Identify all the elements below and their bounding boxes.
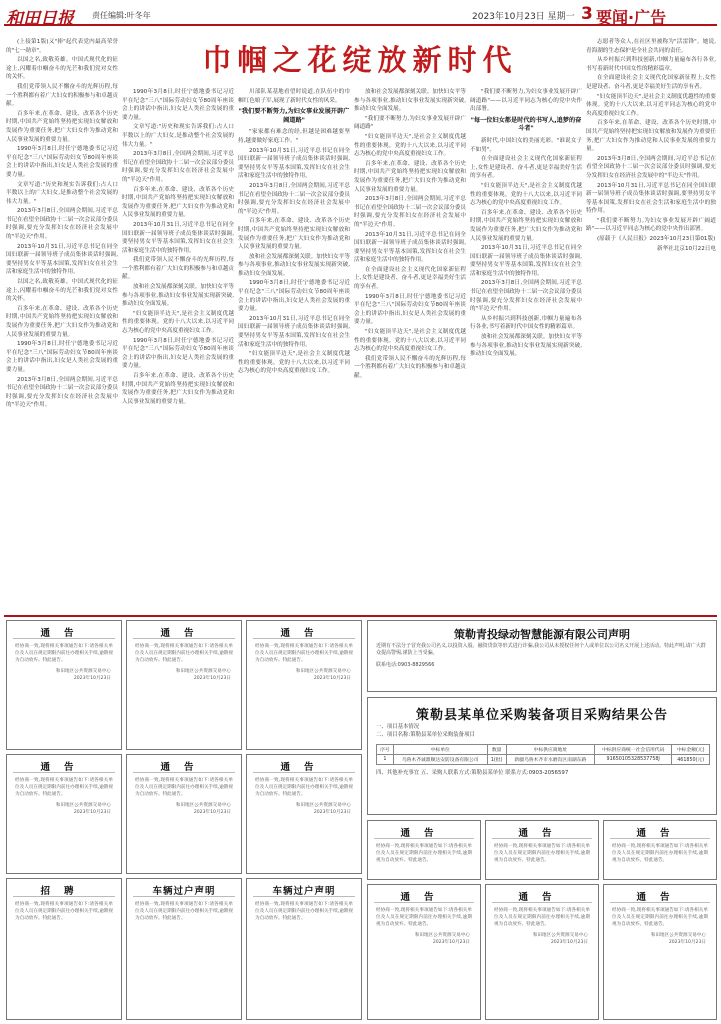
main-headline: 巾帼之花绽放新时代 [202,43,518,77]
paragraph: 在全面建设社会主义现代化国家新征程上,女性是建设者、奋斗者,更是幸福美好生活的享有者。 [354,266,466,291]
paragraph: 川部队某基地看望时说道,在队伍中的巾帼红色娘子军,展现了新时代女性的风采。 [238,89,350,104]
notice-title: 通告 [13,621,115,639]
notice-box [126,620,242,750]
notice-date: 2023年10月23日 [432,940,470,945]
paragraph: 1990年3月8日,时任宁德地委书记习近平在纪念"三八"国际劳动妇女节80周年座谈会上的讲话中指出,妇女是人类社会发展的重要力量。 [354,293,466,326]
paragraph: 1990年3月8日,时任宁德地委书记习近平在纪念"三八"国际劳动妇女节80周年座谈会上的讲话中指出,妇女是人类社会发展的重要力量。 [122,89,234,121]
paragraph: 百多年来,在革命、建设、改革各个历史时期,中国共产党始终坚持把实现妇女解放和发展作为重要任务,把广大妇女作为推动党和人民事业发展的重要力量。 [354,160,466,193]
paragraph: (原载于《人民日报》2023年10月23日第01版) [597,236,716,243]
paragraph: 从乡村振兴到科技创新,巾帼力量遍布各行各业,书写着新时代中国女性的精彩篇章。 [470,315,582,331]
paragraph: "我们要不断努力,为妇女事业发展开辟广阔道路" [354,115,466,131]
paragraph: 以国之名,致敬英雄。中国式现代化的征途上,闪耀着巾帼奋斗的光芒和我们党对女性的关怀。 [6,279,118,303]
paragraph: 百多年来,在革命、建设、改革各个历史时期,中国共产党始终坚持把实现妇女解放和发展作为重要任务,把广大妇女作为推动党和人民事业发展的重要力量。 [6,305,118,338]
result-table [376,744,710,765]
declaration-contact: 联系电话:0903-8829566 [376,661,435,668]
table-header: 中标供应商地址 [506,745,594,755]
notice-title: 通告 [492,885,592,903]
paragraph: 放和社会发展都深刻关联。加快妇女平等参与各项事业,推动妇女事业发展实现新突破,推动妇女全面发展。 [122,284,234,308]
paragraph: 百多年来,在革命、建设、改革各个历史时期,中国共产党始终坚持把实现妇女解放和发展作为重要任务,把广大妇女作为推动党和人民事业发展的重要力量。 [470,209,582,242]
notice-date: 2023年10月23日 [313,810,351,815]
paragraph: 2013年3月8日,全国两会期间,习近平总书记在看望全国政协十二届一次会议部分委员时强调,要充分发挥妇女在经济社会发展中的"半边天"作用。 [238,182,350,215]
table-header: 中标供应商统一社会信用代码 [595,745,672,755]
paragraph: 在全面建设社会主义现代化国家新征程上,女性是建设者、奋斗者,更是幸福美好生活的享有者。 [470,156,582,180]
notice-body: 经协商一致,现将相关事项通告如下:请各相关单位及人员在规定期限内前往办理相关手续,逾期视为自动放弃。特此通告。 [376,908,472,927]
paragraph: "妇女能顶半边天",是社会主义制度优越性的重要体现。党的十八大以来,以习近平同志为核心的党中央高度重视妇女工作。 [122,310,234,335]
notice-body: 经协商一致,现将相关事项通告如下:请各相关单位及人员在规定期限内前往办理相关手续,逾期视为自动放弃。特此通告。 [15,644,113,663]
notice-box [246,754,362,874]
table-cell: 1(批) [487,755,506,765]
notice-body: 经协商一致,现将相关事项通告如下:请各相关单位及人员在规定期限内前往办理相关手续,逾期视为自动放弃。特此通告。 [612,844,708,863]
notice-box [485,820,599,880]
notice-signature: 和田地区公共资源交易中心 [175,669,231,674]
notice-date: 2023年10月23日 [550,940,588,945]
paragraph: 2013年3月8日,全国两会期间,习近平总书记在看望全国政协十二届一次会议部分委员时强调,要充分发挥妇女在经济社会发展中的"半边天"作用。 [6,376,118,409]
table-cell: 461850(元) [672,755,710,765]
paragraph: 2013年3月8日,全国两会期间,习近平总书记在看望全国政协十二届一次会议部分委员时强调,要充分发挥妇女在经济社会发展中的"半边天"作用。 [354,196,466,228]
notice-date: 2023年10月23日 [73,810,111,815]
paragraph: "我们要不断努力,为妇女事业发展开辟广阔道路"——以习近平同志为核心的党中央作出部署。 [586,217,716,233]
procurement-result-title: 策勒县某单位采购装备项目采购结果公告 [415,708,668,723]
notice-box [6,620,122,750]
article-column-3 [238,88,350,608]
table-row [377,755,710,765]
paragraph: "妇女能顶半边天",是社会主义制度优越性的重要体现。党的十八大以来,以习近平同志为核心的党中央高度重视妇女工作。 [470,182,582,207]
notice-box [6,754,122,874]
section-name: 要闻·广告 [596,8,667,27]
paragraph: 志愿者等众人,在社区里被称为"活雷锋"。她说,青海湖的生态保护是全社会共同的责任。 [586,39,716,54]
recruit-title: 招聘 [13,879,115,897]
paragraph: 2013年10月31日,习近平总书记在同全国妇联新一届领导班子成员集体谈话时强调,要坚持男女平等基本国策,发挥妇女在社会生活和家庭生活中的独特作用。 [6,243,118,276]
paragraph: 百多年来,在革命、建设、改革各个历史时期,中国共产党始终坚持把实现妇女解放和发展作为重要任务,把广大妇女作为推动党和人民事业发展的重要力量。 [238,218,350,251]
paragraph: 1990年3月8日,时任宁德地委书记习近平在纪念"三八"国际劳动妇女节80周年座谈会上的讲话中指出,妇女是人类社会发展的重要力量。 [6,341,118,373]
notice-date: 2023年10月23日 [193,810,231,815]
notice-title: 通告 [374,821,474,839]
notice-title: 通告 [133,755,235,773]
declaration-title: 策勒青投绿动智慧能源有限公司声明 [454,628,630,641]
table-header: 中标金额(元) [672,745,710,755]
paragraph: 百多年来,在革命、建设、改革各个历史时期,中国共产党始终坚持把实现妇女解放和发展作为重要任务,把广大妇女作为推动党和人民事业发展的重要力量。 [586,120,716,153]
paragraph: 2013年10月31日,习近平总书记在同全国妇联新一届领导班子成员集体谈话时强调,要坚持男女平等基本国策,发挥妇女在社会生活和家庭生活中的独特作用。 [238,147,350,180]
notice-box [367,884,481,1020]
recruit-box [6,878,122,1020]
notice-title: 通告 [374,885,474,903]
paragraph: 从乡村振兴到科技创新,巾帼力量遍布各行各业,书写着新时代中国女性的精彩篇章。 [586,57,716,72]
article-column-2 [122,88,234,608]
paragraph: 放和社会发展都深刻关联。加快妇女平等参与各项事业,推动妇女事业发展实现新突破,推动妇女全面发展。 [238,253,350,277]
notice-box [485,884,599,1020]
paragraph: "家家都有难念的经,但越是困难越要坚持,越要做好家庭工作。" [238,129,350,144]
notice-title: 通告 [492,821,592,839]
notice-body: 经协商一致,现将相关事项通告如下:请各相关单位及人员在规定期限内前往办理相关手续,逾期视为自动放弃。特此通告。 [494,844,590,863]
notice-title: 通告 [253,621,355,639]
notice-body: 经协商一致,现将相关事项通告如下:请各相关单位及人员在规定期限内前往办理相关手续,逾期视为自动放弃。特此通告。 [15,902,113,921]
notice-date: 2023年10月23日 [668,940,706,945]
paragraph: 放和社会发展都深刻关联。加快妇女平等参与各项事业,推动妇女事业发展实现新突破,推动妇女全面发展。 [470,334,582,358]
paragraph: 2013年10月31日,习近平总书记在同全国妇联新一届领导班子成员集体谈话时强调,要坚持男女平等基本国策,发挥妇女在社会生活和家庭生活中的独特作用。 [122,221,234,254]
notice-body: 经协商一致,现将相关事项通告如下:请各相关单位及人员在规定期限内前往办理相关手续,逾期视为自动放弃。特此通告。 [255,778,353,797]
paragraph: 2013年3月8日,全国两会期间,习近平总书记在看望全国政协十二届一次会议部分委员时强调,要充分发挥妇女在经济社会发展中的"半边天"作用。 [122,151,234,183]
paragraph: 1990年3月8日,时任宁德地委书记习近平在纪念"三八"国际劳动妇女节80周年座谈会上的讲话中指出,妇女是人类社会发展的重要力量。 [122,337,234,370]
project-name: 二、项目名称:策勒县某单位采购装备项目 [376,732,475,738]
paragraph: 百多年来,在革命、建设、改革各个历史时期,中国共产党始终坚持把实现妇女解放和发展作为重要任务,把广大妇女作为推动党和人民事业发展的重要力量。 [6,110,118,143]
notice-signature: 和田地区公共资源交易中心 [175,803,231,808]
page-number: 3 [581,4,593,24]
paragraph: 新时代,中国妇女的美丽光彩。"谁说女子不如男"。 [470,137,582,153]
paragraph: 以国之名,致敬英雄。中国式现代化的征途上,闪耀着巾帼奋斗的光芒和我们党对女性的关怀。 [6,57,118,81]
procurement-footer: 四、其他补充事宜 五、采购人联系方式:策勒县某单位 联系方式:0903-2056597 [376,770,569,776]
notice-title: 通告 [253,755,355,773]
table-cell: 乌鲁木齐诚鼎顺达安防设备有限公司 [393,755,487,765]
notice-body: 经协商一致,现将相关事项通告如下:请各相关单位及人员在规定期限内前往办理相关手续,逾期视为自动放弃。特此通告。 [135,778,233,797]
notice-box [603,884,717,1020]
notice-body: 经协商一致,现将相关事项通告如下:请各相关单位及人员在规定期限内前往办理相关手续,逾期视为自动放弃。特此通告。 [612,908,708,927]
paragraph: 2013年3月8日,全国两会期间,习近平总书记在看望全国政协十二届一次会议部分委员时强调,要充分发挥妇女在经济社会发展中的"半边天"作用。 [6,208,118,241]
paragraph: 我们党带领人民不懈奋斗的光辉历程,每一个胜利都有着广大妇女的积极参与和卓越贡献。 [6,83,118,108]
procurement-result-box [367,697,717,815]
paragraph: "妇女能顶半边天",是社会主义制度优越性的重要体现。党的十八大以来,以习近平同志为核心的党中央高度重视妇女工作。 [586,93,716,117]
table-cell: 1 [377,755,394,765]
issue-date: 2023年10月23日 星期一 [472,12,575,22]
notice-title: 通告 [13,755,115,773]
article-source: 新华社北京10月22日电 [657,245,716,252]
procurement-info [368,722,716,744]
notice-signature: 和田地区公共资源交易中心 [532,933,588,938]
article-column-4 [354,88,466,608]
section-subheading: "我们要不断努力,为妇女事业发展开辟广阔道路" [238,108,350,124]
car-transfer-title: 车辆过户声明 [253,879,355,897]
notice-title: 通告 [133,621,235,639]
paragraph: "我们要不断努力,为妇女事业发展开辟广阔道路"——以习近平同志为核心的党中央作出部署。 [470,89,582,113]
notice-body: 经协商一致,现将相关事项通告如下:请各相关单位及人员在规定期限内前往办理相关手续,逾期视为自动放弃。特此通告。 [255,902,353,921]
notice-body: 经协商一致,现将相关事项通告如下:请各相关单位及人员在规定期限内前往办理相关手续,逾期视为自动放弃。特此通告。 [135,902,233,921]
paragraph: 1990年3月8日,时任宁德地委书记习近平在纪念"三八"国际劳动妇女节80周年座谈会上的讲话中指出,妇女是人类社会发展的重要力量。 [238,280,350,313]
article-column-1 [6,38,118,608]
declaration-box [367,620,717,692]
masthead [4,4,717,29]
table-header-row [377,745,710,755]
paragraph: "妇女能顶半边天",是社会主义制度优越性的重要体现。党的十八大以来,以习近平同志为核心的党中央高度重视妇女工作。 [238,351,350,375]
paragraph: 2013年3月8日,全国两会期间,习近平总书记在看望全国政协十二届一次会议部分委员时强调,要充分发挥妇女在经济社会发展中的"半边天"作用。 [586,155,716,179]
notice-box [126,754,242,874]
notice-body: 经协商一致,现将相关事项通告如下:请各相关单位及人员在规定期限内前往办理相关手续,逾期视为自动放弃。特此通告。 [255,644,353,663]
declaration-body: 近期有不法分子冒充我公司名义,以投资入股、融资贷款等形式进行诈骗,我公司从未授权任何个人或单位以公司名义开展上述活动。特此声明,请广大群众提高警惕,谨防上当受骗。 [376,643,706,657]
paragraph: 2013年3月8日,全国两会期间,习近平总书记在看望全国政协十二届一次会议部分委员时强调,要充分发挥妇女在经济社会发展中的"半边天"作用。 [470,280,582,313]
notice-signature: 和田地区公共资源交易中心 [55,669,111,674]
table-cell: 91650105328537758J [595,755,672,765]
notice-body: 经协商一致,现将相关事项通告如下:请各相关单位及人员在规定期限内前往办理相关手续,逾期视为自动放弃。特此通告。 [494,908,590,927]
notice-date: 2023年10月23日 [193,676,231,681]
table-header: 序号 [377,745,394,755]
paragraph: 放和社会发展都深刻关联。加快妇女平等参与各项事业,推动妇女事业发展实现新突破,推动妇女全面发展。 [354,89,466,113]
paragraph: 我们党带领人民不懈奋斗的光辉历程,每一个胜利都有着广大妇女的积极参与和卓越贡献。 [354,355,466,379]
section-subheading: "每一位妇女都是时代的书写人,追梦的奋斗者" [470,116,582,133]
table-header: 数量 [487,745,506,755]
notice-date: 2023年10月23日 [313,676,351,681]
car-transfer-box-2 [246,878,362,1020]
paragraph: 2013年10月31日,习近平总书记在同全国妇联新一届领导班子成员集体谈话时强调,要坚持男女平等基本国策,发挥妇女在社会生活和家庭生活中的独特作用。 [238,315,350,348]
car-transfer-title: 车辆过户声明 [133,879,235,897]
paragraph: "妇女能顶半边天",是社会主义制度优越性的重要体现。党的十八大以来,以习近平同志为核心的党中央高度重视妇女工作。 [354,133,466,158]
notice-signature: 和田地区公共资源交易中心 [55,803,111,808]
car-transfer-box [126,878,242,1020]
notice-body: 经协商一致,现将相关事项通告如下:请各相关单位及人员在规定期限内前往办理相关手续,逾期视为自动放弃。特此通告。 [376,844,472,863]
notice-signature: 和田地区公共资源交易中心 [650,933,706,938]
newspaper-logo: 和田日报 [6,9,74,29]
notice-signature: 和田地区公共资源交易中心 [295,669,351,674]
notice-signature: 和田地区公共资源交易中心 [295,803,351,808]
paragraph: 2013年10月31日,习近平总书记在同全国妇联新一届领导班子成员集体谈话时强调,要坚持男女平等基本国策,发挥妇女在社会生活和家庭生活中的独特作用。 [586,182,716,215]
paragraph: 百多年来,在革命、建设、改革各个历史时期,中国共产党始终坚持把实现妇女解放和发展作为重要任务,把广大妇女作为推动党和人民事业发展的重要力量。 [122,373,234,405]
article-column-6 [586,38,716,608]
paragraph: 2013年10月31日,习近平总书记在同全国妇联新一届领导班子成员集体谈话时强调,要坚持男女平等基本国策,发挥妇女在社会生活和家庭生活中的独特作用。 [470,245,582,277]
paragraph: "妇女能顶半边天",是社会主义制度优越性的重要体现。党的十八大以来,以习近平同志为核心的党中央高度重视妇女工作。 [354,329,466,353]
paragraph: 文章写道:"历史和现实告诉我们:占人口半数以上的广大妇女,是推动整个社会发展的伟大力量。" [122,124,234,148]
notice-body: 经协商一致,现将相关事项通告如下:请各相关单位及人员在规定期限内前往办理相关手续,逾期视为自动放弃。特此通告。 [15,778,113,797]
notice-box [367,820,481,880]
section-divider [4,615,717,617]
paragraph: 百多年来,在革命、建设、改革各个历史时期,中国共产党始终坚持把实现妇女解放和发展作为重要任务,把广大妇女作为推动党和人民事业发展的重要力量。 [122,186,234,219]
paragraph: 我们党带领人民不懈奋斗的光辉历程,每一个胜利都有着广大妇女的积极参与和卓越贡献。 [122,257,234,281]
notice-box [603,820,717,880]
project-basic-info: 一、项目基本情况 [376,724,420,730]
table-cell: 新疆乌鲁木齐市水磨沟区南湖东路 [506,755,594,765]
notice-title: 通告 [610,821,710,839]
paragraph: 文章写道:"历史和现实告诉我们:占人口半数以上的广大妇女,是推动整个社会发展的伟大力量。" [6,181,118,205]
notice-title: 通告 [610,885,710,903]
notice-date: 2023年10月23日 [73,676,111,681]
notice-signature: 和田地区公共资源交易中心 [414,933,470,938]
paragraph: 2013年10月31日,习近平总书记在同全国妇联新一届领导班子成员集体谈话时强调,要坚持男女平等基本国策,发挥妇女在社会生活和家庭生活中的独特作用。 [354,231,466,264]
editor-credit: 责任编辑:叶冬年 [92,11,151,20]
paragraph: 1990年3月8日,时任宁德地委书记习近平在纪念"三八"国际劳动妇女节80周年座谈会上的讲话中指出,妇女是人类社会发展的重要力量。 [6,146,118,178]
paragraph: 在全面建设社会主义现代化国家新征程上,女性是建设者、奋斗者,更是幸福美好生活的享有者。 [586,75,716,90]
notice-box [246,620,362,750]
paragraph: (上接第1版)又"捧"起代表党内最高荣誉的"七一勋章"。 [6,39,118,54]
table-header: 中标单位 [393,745,487,755]
notice-body: 经协商一致,现将相关事项通告如下:请各相关单位及人员在规定期限内前往办理相关手续,逾期视为自动放弃。特此通告。 [135,644,233,663]
article-column-5 [470,88,582,608]
